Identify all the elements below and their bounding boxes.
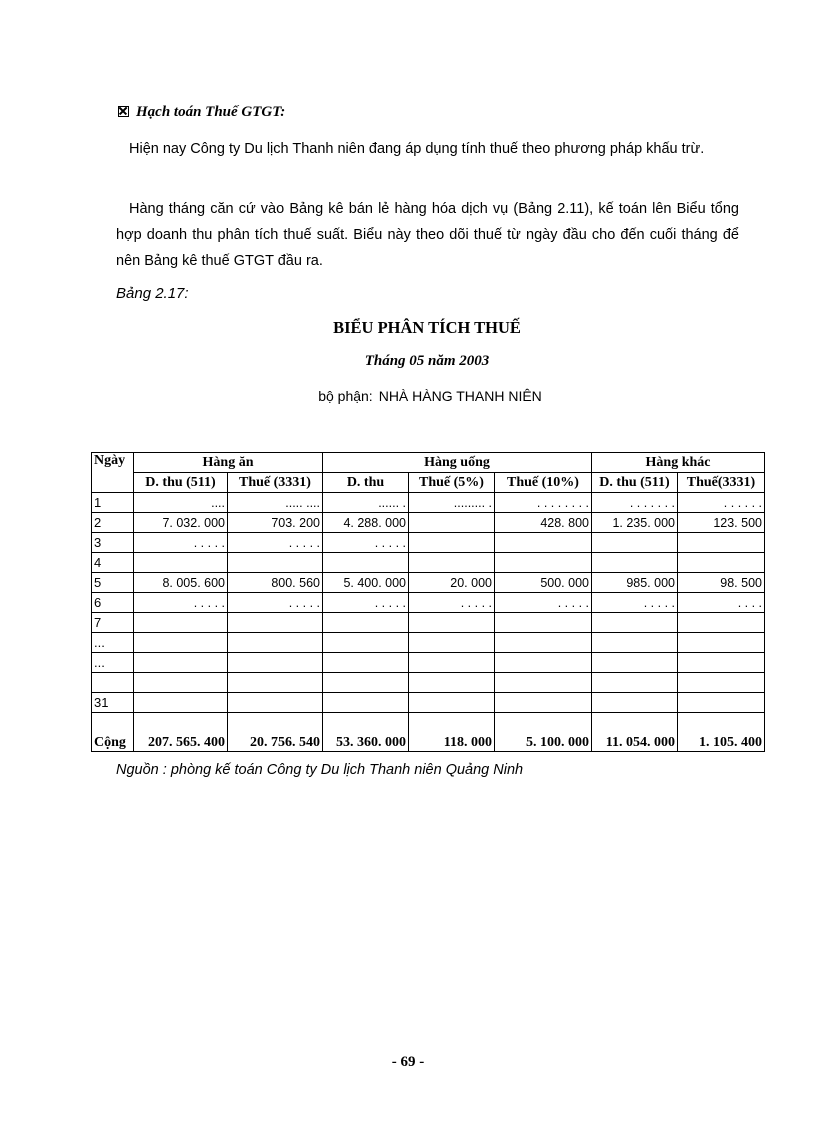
value-cell <box>228 693 323 713</box>
tax-analysis-table <box>91 452 765 752</box>
value-cell <box>323 553 409 573</box>
value-cell <box>678 633 765 653</box>
value-cell <box>228 673 323 693</box>
page-number: - 69 - <box>391 1054 425 1070</box>
value-cell: 985. 000 <box>592 573 678 593</box>
value-cell: . . . . <box>678 593 765 613</box>
table-row <box>92 673 765 693</box>
value-cell <box>495 633 592 653</box>
group-header-other: Hàng khác <box>592 453 765 473</box>
value-cell <box>134 553 228 573</box>
value-cell: . . . . . <box>228 593 323 613</box>
value-cell <box>678 673 765 693</box>
value-cell <box>228 653 323 673</box>
total-row <box>92 713 765 752</box>
value-cell <box>409 693 495 713</box>
day-cell: 6 <box>92 593 134 613</box>
table-row <box>92 693 765 713</box>
value-cell: 500. 000 <box>495 573 592 593</box>
value-cell <box>409 633 495 653</box>
total-label: Cộng <box>92 713 134 752</box>
value-cell: 98. 500 <box>678 573 765 593</box>
value-cell <box>323 673 409 693</box>
value-cell: ......... . <box>409 493 495 513</box>
value-cell <box>592 693 678 713</box>
value-cell: 4. 288. 000 <box>323 513 409 533</box>
value-cell: ..... .... <box>228 493 323 513</box>
day-cell: ... <box>92 653 134 673</box>
table-row <box>92 553 765 573</box>
department-label: bộ phận: <box>318 388 373 404</box>
day-cell: 1 <box>92 493 134 513</box>
value-cell <box>409 533 495 553</box>
value-cell <box>228 613 323 633</box>
value-cell <box>678 533 765 553</box>
value-cell <box>409 653 495 673</box>
value-cell <box>495 553 592 573</box>
value-cell <box>678 613 765 633</box>
group-header-drinks: Hàng uống <box>323 453 592 473</box>
value-cell <box>134 693 228 713</box>
checkbox-x-icon <box>118 106 129 117</box>
value-cell: . . . . . . . . <box>495 493 592 513</box>
column-header: Thuế (3331) <box>228 473 323 493</box>
column-header: Thuế(3331) <box>678 473 765 493</box>
value-cell: 703. 200 <box>228 513 323 533</box>
value-cell <box>495 613 592 633</box>
value-cell <box>323 613 409 633</box>
value-cell: 20. 756. 540 <box>228 713 323 752</box>
value-cell <box>323 693 409 713</box>
table-row <box>92 593 765 613</box>
value-cell: 428. 800 <box>495 513 592 533</box>
column-header: Thuế (5%) <box>409 473 495 493</box>
day-cell: 2 <box>92 513 134 533</box>
value-cell <box>134 613 228 633</box>
department-line <box>0 388 816 404</box>
table-row <box>92 493 765 513</box>
value-cell <box>134 653 228 673</box>
value-cell <box>592 553 678 573</box>
value-cell <box>678 693 765 713</box>
value-cell <box>228 633 323 653</box>
paragraph-2: Hàng tháng căn cứ vào Bảng kê bán lẻ hàng hóa dịch vụ (Bảng 2.11), kế toán lên Biểu tổng hợp doanh thu phân tích thuế suất. Biểu này theo dõi thuế từ ngày đầu cho đến cuối tháng để nên Bảng kê thuế GTGT đầu ra. <box>116 201 739 269</box>
value-cell: 118. 000 <box>409 713 495 752</box>
day-cell: 4 <box>92 553 134 573</box>
value-cell: 53. 360. 000 <box>323 713 409 752</box>
value-cell <box>592 633 678 653</box>
day-cell <box>92 673 134 693</box>
value-cell: . . . . . <box>495 593 592 613</box>
value-cell: . . . . . . . <box>592 493 678 513</box>
value-cell: . . . . . <box>323 533 409 553</box>
value-cell: . . . . . <box>228 533 323 553</box>
value-cell <box>495 693 592 713</box>
column-header: D. thu (511) <box>592 473 678 493</box>
value-cell: 1. 105. 400 <box>678 713 765 752</box>
day-header: Ngày <box>92 453 134 493</box>
value-cell <box>495 653 592 673</box>
day-cell: 31 <box>92 693 134 713</box>
value-cell: 123. 500 <box>678 513 765 533</box>
value-cell <box>678 553 765 573</box>
group-header-food: Hàng ăn <box>134 453 323 473</box>
value-cell <box>323 633 409 653</box>
value-cell: 8. 005. 600 <box>134 573 228 593</box>
value-cell <box>495 533 592 553</box>
value-cell: . . . . . <box>134 533 228 553</box>
value-cell: . . . . . <box>409 593 495 613</box>
table-group-header-row <box>92 453 765 473</box>
value-cell: 20. 000 <box>409 573 495 593</box>
table-row <box>92 633 765 653</box>
value-cell: 207. 565. 400 <box>134 713 228 752</box>
department-name: NHÀ HÀNG THANH NIÊN <box>378 388 542 404</box>
value-cell: . . . . . <box>134 593 228 613</box>
value-cell <box>409 673 495 693</box>
source-note: Nguồn : phòng kế toán Công ty Du lịch Thanh niên Quảng Ninh <box>116 762 524 778</box>
table-row <box>92 533 765 553</box>
value-cell: 11. 054. 000 <box>592 713 678 752</box>
day-cell: 3 <box>92 533 134 553</box>
value-cell: 5. 400. 000 <box>323 573 409 593</box>
value-cell <box>323 653 409 673</box>
value-cell <box>592 533 678 553</box>
table-label: Bảng 2.17: <box>116 285 189 302</box>
table-row <box>92 573 765 593</box>
value-cell: . . . . . <box>592 593 678 613</box>
value-cell <box>409 553 495 573</box>
value-cell <box>678 653 765 673</box>
value-cell <box>592 653 678 673</box>
value-cell: 1. 235. 000 <box>592 513 678 533</box>
day-cell: 7 <box>92 613 134 633</box>
value-cell <box>134 673 228 693</box>
column-header: Thuế (10%) <box>495 473 592 493</box>
table-row <box>92 653 765 673</box>
value-cell <box>592 673 678 693</box>
section-heading-text: Hạch toán Thuế GTGT: <box>136 104 286 120</box>
value-cell <box>592 613 678 633</box>
day-cell: ... <box>92 633 134 653</box>
value-cell <box>228 553 323 573</box>
table-row <box>92 613 765 633</box>
section-heading <box>118 104 285 121</box>
value-cell <box>409 513 495 533</box>
table-row <box>92 513 765 533</box>
value-cell: . . . . . <box>323 593 409 613</box>
value-cell <box>409 613 495 633</box>
value-cell <box>134 633 228 653</box>
column-header: D. thu (511) <box>134 473 228 493</box>
value-cell: .... <box>134 493 228 513</box>
value-cell: ...... . <box>323 493 409 513</box>
column-header: D. thu <box>323 473 409 493</box>
value-cell: . . . . . . <box>678 493 765 513</box>
table-subtitle: Tháng 05 năm 2003 <box>364 353 490 369</box>
value-cell: 7. 032. 000 <box>134 513 228 533</box>
table-title: BIỂU PHÂN TÍCH THUẾ <box>333 318 521 337</box>
value-cell: 800. 560 <box>228 573 323 593</box>
day-cell: 5 <box>92 573 134 593</box>
value-cell <box>495 673 592 693</box>
paragraph-1: Hiện nay Công ty Du lịch Thanh niên đang áp dụng tính thuế theo phương pháp khấu trừ. <box>129 141 705 157</box>
value-cell: 5. 100. 000 <box>495 713 592 752</box>
table-column-header-row <box>92 473 765 493</box>
